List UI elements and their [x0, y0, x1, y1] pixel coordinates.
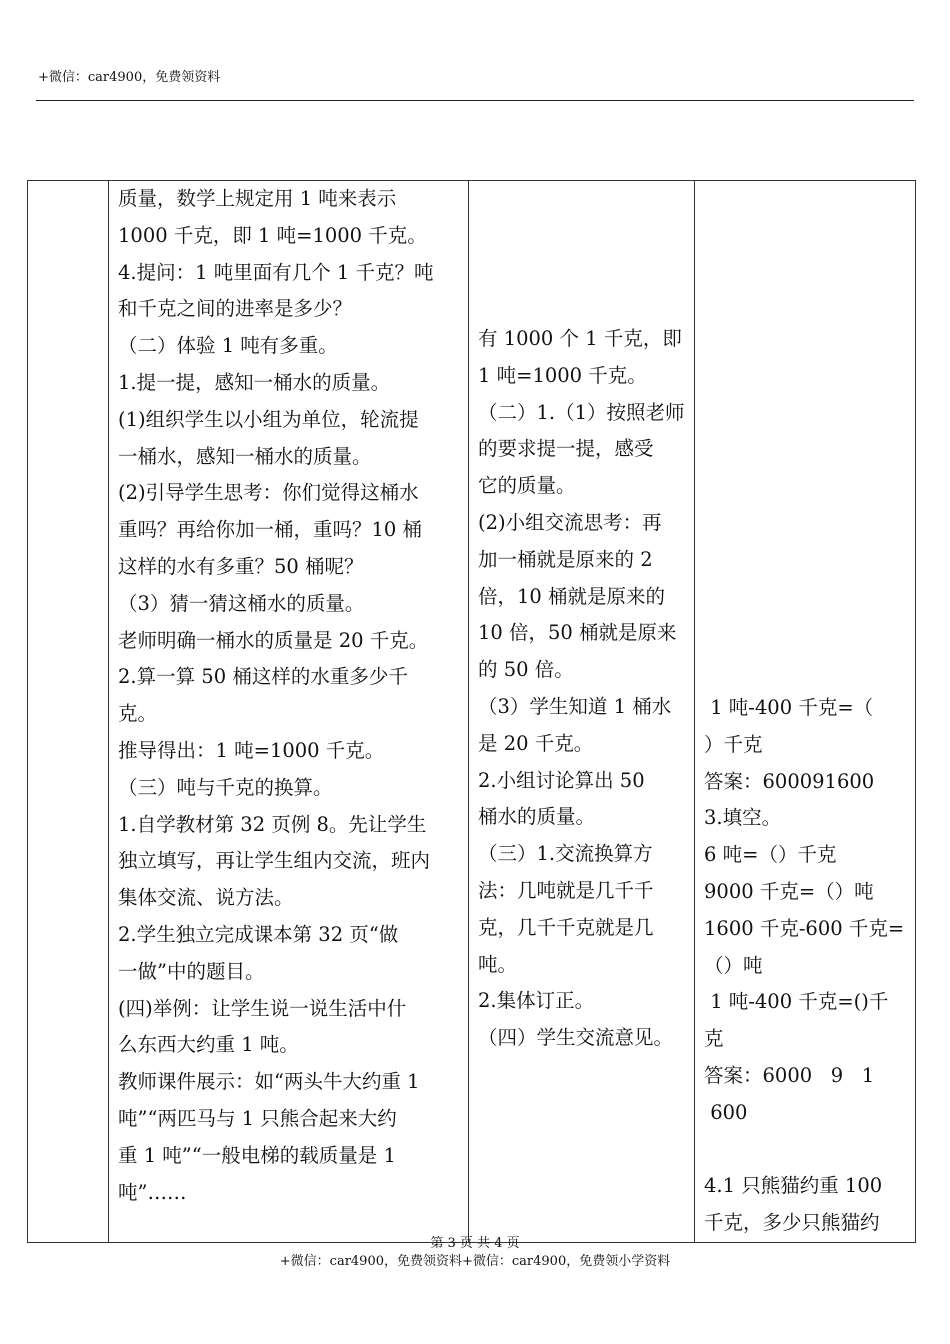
text-line: 倍，10 桶就是原来的	[478, 584, 666, 608]
text-line: 4.提问：1 吨里面有几个 1 千克？吨	[118, 260, 434, 284]
text-line: 这样的水有多重？50 桶呢？	[118, 554, 364, 578]
text-line: 1600 千克-600 千克=	[704, 916, 905, 940]
table-row	[28, 181, 916, 1243]
text-line: （四）学生交流意见。	[478, 1026, 674, 1050]
text-line: 桶水的质量。	[478, 805, 596, 829]
text-line: 老师明确一桶水的质量是 20 千克。	[118, 628, 429, 652]
stage-column-cell	[28, 181, 109, 1243]
text-line: 10 倍，50 桶就是原来	[478, 621, 677, 645]
text-line: 答案：6000 9 1	[704, 1063, 875, 1087]
text-line: 克。	[118, 702, 158, 726]
text-line: 4.1 只熊猫约重 100	[704, 1174, 883, 1198]
text-line: （三）1.交流换算方	[478, 842, 653, 866]
text-line: (2)引导学生思考：你们觉得这桶水	[118, 481, 419, 505]
text-line: 千克，多少只熊猫约	[704, 1211, 880, 1235]
text-line: 9000 千克=（）吨	[704, 879, 874, 903]
exercise-cell	[695, 181, 916, 1243]
text-line: 2.学生独立完成课本第 32 页“做	[118, 922, 399, 946]
text-line: （）吨	[704, 953, 763, 977]
text-line: 克，几千千克就是几	[478, 915, 654, 939]
text-line: 加一桶就是原来的 2	[478, 547, 653, 571]
text-line: 重 1 吨”“一般电梯的载质量是 1	[118, 1143, 396, 1167]
text-line: (1)组织学生以小组为单位，轮流提	[118, 407, 419, 431]
text-line: 克	[704, 1027, 724, 1051]
text-line: 2.小组讨论算出 50	[478, 768, 645, 792]
text-line: （三）吨与千克的换算。	[118, 775, 333, 799]
text-line: ）千克	[704, 732, 763, 756]
text-line: 集体交流、说方法。	[118, 886, 294, 910]
text-line: 答案：600091600	[704, 769, 875, 793]
text-line: 一桶水，感知一桶水的质量。	[118, 444, 372, 468]
text-line: 和千克之间的进率是多少？	[118, 297, 353, 321]
text-line: 1 吨-400 千克=()千	[704, 990, 889, 1014]
text-line: 独立填写，再让学生组内交流，班内	[118, 849, 431, 873]
text-line: 是 20 千克。	[478, 731, 594, 755]
text-line: （3）猜一猜这桶水的质量。	[118, 591, 365, 615]
text-line: 么东西大约重 1 吨。	[118, 1033, 299, 1057]
text-line: 1 吨=1000 千克。	[478, 363, 647, 387]
text-line: 有 1000 个 1 千克，即	[478, 327, 682, 350]
student-activity-text	[469, 181, 694, 1057]
text-line: 质量，数学上规定用 1 吨来表示	[118, 187, 397, 210]
text-line: （二）体验 1 吨有多重。	[118, 334, 338, 358]
text-line: 2.算一算 50 桶这样的水重多少千	[118, 665, 408, 689]
text-line: (四)举例：让学生说一说生活中什	[118, 996, 407, 1020]
page-number: 第 3 页 共 4 页	[430, 1236, 520, 1251]
text-line: 2.集体订正。	[478, 989, 595, 1013]
exercise-text	[695, 181, 915, 1242]
text-line: 吨”……	[118, 1180, 187, 1204]
text-line: 一做”中的题目。	[118, 959, 265, 983]
teacher-activity-text	[109, 181, 468, 1211]
teacher-activity-cell	[109, 181, 469, 1243]
text-line: 重吗？再给你加一桶，重吗？10 桶	[118, 518, 423, 542]
text-line: 3.填空。	[704, 806, 782, 830]
text-line: 它的质量。	[478, 474, 576, 498]
text-line: 法：几吨就是几千千	[478, 878, 654, 902]
text-line: （二）1.（1）按照老师	[478, 400, 685, 424]
text-line: 教师课件展示：如“两头牛大约重 1	[118, 1070, 420, 1094]
text-line: 吨”“两匹马与 1 只熊合起来大约	[118, 1106, 397, 1130]
text-line: 吨。	[478, 952, 518, 976]
text-line: 1000 千克，即 1 吨=1000 千克。	[118, 223, 427, 247]
text-line: 的 50 倍。	[478, 658, 574, 682]
text-line: 600	[704, 1100, 748, 1124]
header-divider	[36, 100, 914, 101]
footer-note: +微信：car4900，免费领资料+微信：car4900，免费领小学资料	[279, 1254, 671, 1269]
text-line: 1.提一提，感知一桶水的质量。	[118, 370, 391, 394]
student-activity-cell	[469, 181, 695, 1243]
text-line: 的要求提一提，感受	[478, 437, 654, 461]
text-line: 6 吨=（）千克	[704, 843, 837, 867]
text-line: 1 吨-400 千克=（	[704, 696, 874, 719]
text-line: （3）学生知道 1 桶水	[478, 694, 672, 718]
lesson-plan-table	[27, 180, 916, 1243]
text-line: (2)小组交流思考：再	[478, 510, 662, 534]
text-line	[704, 1132, 911, 1169]
text-line: 推导得出：1 吨=1000 千克。	[118, 738, 385, 762]
text-line: 1.自学教材第 32 页例 8。先让学生	[118, 812, 427, 836]
page-header: +微信：car4900，免费领资料	[38, 70, 221, 85]
